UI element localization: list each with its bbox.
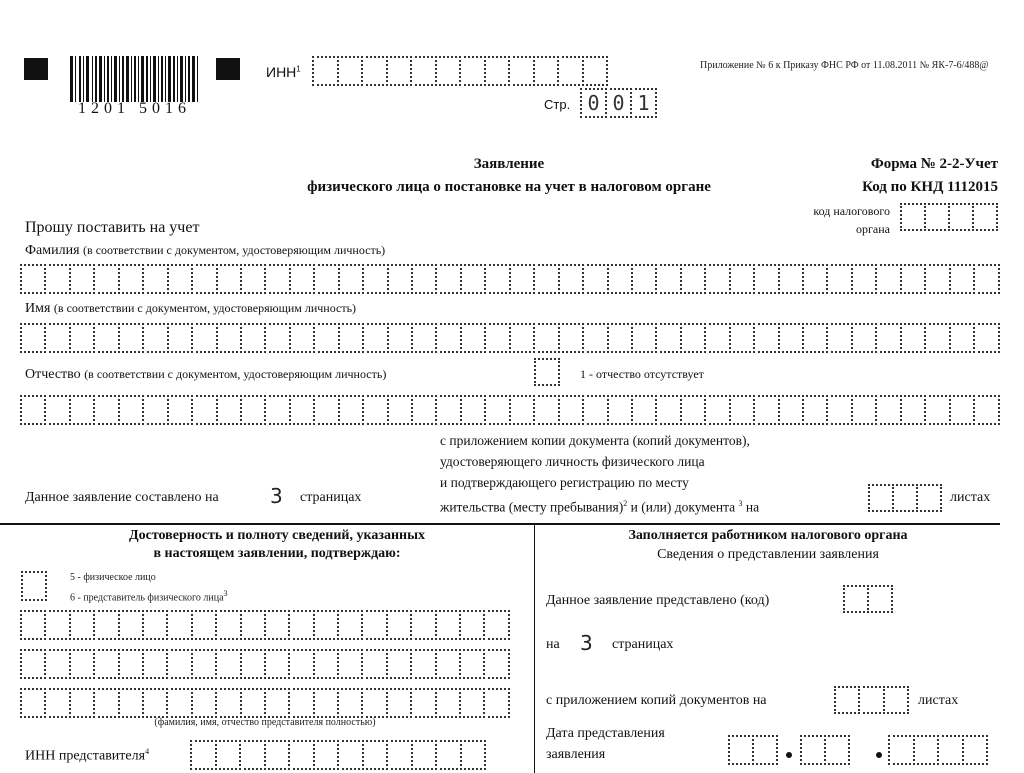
corner-marker-left — [24, 58, 48, 80]
input-cell[interactable] — [704, 264, 730, 294]
on-label: на — [546, 637, 560, 652]
input-cell[interactable] — [533, 56, 560, 86]
input-cell[interactable] — [191, 323, 217, 353]
input-cell[interactable] — [900, 395, 926, 425]
input-cell[interactable] — [802, 323, 828, 353]
attach-copies-label: с приложением копий документов на — [546, 693, 767, 708]
input-cell[interactable] — [240, 395, 266, 425]
input-cell[interactable] — [875, 264, 901, 294]
input-cell[interactable] — [631, 323, 657, 353]
right-sheets-label: листах — [918, 693, 959, 708]
input-cell[interactable] — [215, 610, 241, 640]
input-cell[interactable] — [411, 323, 437, 353]
input-cell[interactable] — [534, 358, 560, 386]
input-cell[interactable] — [778, 323, 804, 353]
input-cell[interactable] — [191, 649, 217, 679]
input-cell[interactable] — [93, 323, 119, 353]
name-label: Имя (в соответствии с документом, удостоверяющим личность) — [25, 301, 357, 316]
input-cell[interactable] — [191, 688, 217, 718]
input-cell[interactable] — [20, 395, 46, 425]
form-subtitle: физического лица о постановке на учет в налоговом органе — [307, 179, 711, 195]
confirm-heading-1: Достоверность и полноту сведений, указанных — [128, 528, 426, 543]
attach-sheets-cells[interactable] — [868, 484, 942, 512]
input-cell[interactable] — [607, 395, 633, 425]
input-cell[interactable] — [459, 56, 486, 86]
section-divider — [0, 523, 1000, 525]
input-cell[interactable] — [264, 264, 290, 294]
date-label: Дата представления заявления — [546, 726, 665, 762]
input-cell[interactable] — [843, 585, 869, 613]
input-cell[interactable] — [435, 56, 462, 86]
inn-rep-cells[interactable] — [190, 740, 486, 770]
surname-cells[interactable] — [20, 264, 1000, 294]
input-cell[interactable] — [337, 56, 364, 86]
input-cell[interactable] — [288, 610, 314, 640]
input-cell[interactable] — [166, 688, 192, 718]
input-cell[interactable] — [313, 649, 339, 679]
input-cell[interactable] — [484, 323, 510, 353]
input-cell[interactable] — [558, 264, 584, 294]
input-cell[interactable] — [362, 264, 388, 294]
input-cell[interactable] — [361, 56, 388, 86]
input-cell[interactable] — [851, 264, 877, 294]
input-cell[interactable] — [20, 610, 46, 640]
input-cell[interactable] — [704, 395, 730, 425]
input-cell[interactable] — [362, 740, 389, 770]
input-cell[interactable] — [167, 395, 193, 425]
input-cell[interactable] — [509, 264, 535, 294]
input-cell[interactable] — [949, 395, 975, 425]
annex-text: Приложение № 6 к Приказу ФНС РФ от 11.08.2011 № ЯК-7-6/488@ — [700, 60, 989, 71]
input-cell[interactable] — [361, 688, 387, 718]
input-cell[interactable] — [142, 610, 168, 640]
input-cell[interactable] — [900, 203, 926, 231]
input-cell[interactable] — [892, 484, 918, 512]
input-cell[interactable] — [69, 610, 95, 640]
input-cell[interactable] — [834, 686, 860, 714]
input-cell[interactable] — [824, 735, 850, 765]
input-cell[interactable] — [913, 735, 940, 765]
input-cell[interactable] — [729, 264, 755, 294]
form-number: Форма № 2-2-Учет — [870, 156, 998, 172]
knd-code: Код по КНД 1112015 — [862, 179, 998, 195]
rep-fio-row-3[interactable] — [20, 688, 510, 718]
input-cell[interactable] — [883, 686, 909, 714]
input-cell[interactable] — [142, 323, 168, 353]
input-cell[interactable] — [973, 395, 999, 425]
office-heading-2: Сведения о представлении заявления — [657, 547, 879, 562]
attach-text: с приложением копии документа (копий документов), удостоверяющего личность физического лица и подтверждающего регистрацию по месту жительства (месту пребывания)$^2$ и (или) документа $^3$ на — [440, 433, 760, 515]
input-cell[interactable] — [191, 264, 217, 294]
input-cell[interactable] — [142, 688, 168, 718]
input-cell[interactable] — [191, 610, 217, 640]
input-cell[interactable] — [459, 688, 485, 718]
input-cell[interactable] — [361, 610, 387, 640]
input-cell[interactable] — [215, 649, 241, 679]
input-cell[interactable] — [216, 264, 242, 294]
input-cell[interactable] — [313, 688, 339, 718]
input-cell[interactable] — [508, 56, 535, 86]
input-cell[interactable] — [69, 649, 95, 679]
date-day-cells[interactable] — [728, 735, 778, 765]
input-cell[interactable] — [386, 740, 413, 770]
input-cell[interactable] — [916, 484, 942, 512]
input-cell[interactable] — [166, 610, 192, 640]
request-text: Прошу поставить на учет — [25, 219, 200, 236]
date-year-cells[interactable] — [888, 735, 988, 765]
corner-marker-right — [216, 58, 240, 80]
input-cell[interactable] — [802, 264, 828, 294]
input-cell[interactable] — [826, 395, 852, 425]
input-cell[interactable] — [264, 610, 290, 640]
date-dot-1 — [786, 752, 792, 758]
tax-office-label: код налогового органа — [813, 204, 890, 236]
name-cells[interactable] — [20, 323, 1000, 353]
input-cell[interactable] — [118, 395, 144, 425]
input-cell[interactable] — [484, 264, 510, 294]
input-cell[interactable] — [459, 649, 485, 679]
patronymic-cells[interactable] — [20, 395, 1000, 425]
input-cell[interactable] — [93, 264, 119, 294]
signer-type-checkbox[interactable] — [21, 571, 47, 601]
input-cell[interactable] — [728, 735, 754, 765]
input-cell[interactable] — [21, 571, 47, 601]
input-cell[interactable] — [655, 395, 681, 425]
input-cell[interactable] — [972, 203, 998, 231]
date-month-cells[interactable] — [800, 735, 850, 765]
no-patronymic-text: 1 - отчество отсутствует — [580, 367, 704, 381]
page-cells — [580, 88, 658, 118]
input-cell[interactable] — [704, 323, 730, 353]
option-representative: 6 - представитель физического лица$^3$ — [70, 589, 228, 604]
input-cell[interactable] — [826, 264, 852, 294]
input-cell[interactable] — [361, 649, 387, 679]
input-cell[interactable] — [313, 323, 339, 353]
input-cell[interactable] — [240, 688, 266, 718]
input-cell[interactable] — [386, 649, 412, 679]
input-cell[interactable] — [924, 264, 950, 294]
input-cell[interactable] — [460, 323, 486, 353]
input-cell[interactable] — [313, 395, 339, 425]
input-cell[interactable] — [459, 610, 485, 640]
input-cell[interactable] — [20, 688, 46, 718]
input-cell[interactable] — [460, 264, 486, 294]
input-cell[interactable] — [680, 264, 706, 294]
input-cell[interactable] — [142, 264, 168, 294]
input-cell[interactable] — [937, 735, 964, 765]
input-cell[interactable] — [484, 395, 510, 425]
tax-office-cells[interactable] — [900, 203, 998, 231]
input-cell[interactable] — [753, 395, 779, 425]
sheets-label: листах — [950, 490, 991, 505]
attach-copies-cells[interactable] — [834, 686, 909, 714]
input-cell[interactable] — [778, 395, 804, 425]
input-cell[interactable] — [44, 610, 70, 640]
input-cell[interactable] — [753, 323, 779, 353]
input-cell[interactable] — [778, 264, 804, 294]
column-divider — [534, 524, 535, 773]
input-cell[interactable] — [900, 264, 926, 294]
input-cell[interactable] — [962, 735, 989, 765]
input-cell[interactable] — [533, 395, 559, 425]
input-cell[interactable] — [387, 395, 413, 425]
office-heading-1: Заполняется работником налогового органа — [628, 528, 908, 543]
no-patronymic-checkbox[interactable] — [534, 358, 560, 386]
input-cell[interactable] — [752, 735, 778, 765]
input-cell[interactable] — [973, 323, 999, 353]
input-cell[interactable] — [607, 264, 633, 294]
input-cell[interactable] — [337, 740, 364, 770]
input-cell[interactable] — [924, 323, 950, 353]
input-cell[interactable] — [386, 610, 412, 640]
barcode-icon — [70, 56, 200, 102]
input-cell[interactable] — [190, 740, 217, 770]
input-cell[interactable] — [239, 740, 266, 770]
input-cell[interactable] — [435, 264, 461, 294]
input-cell[interactable] — [875, 323, 901, 353]
input-cell[interactable] — [949, 264, 975, 294]
page-digit-3: 1 — [630, 88, 657, 118]
input-cell[interactable] — [435, 688, 461, 718]
submitted-code-cells[interactable] — [843, 585, 893, 613]
input-cell[interactable] — [20, 264, 46, 294]
input-cell[interactable] — [655, 264, 681, 294]
input-cell[interactable] — [483, 688, 509, 718]
input-cell[interactable] — [631, 264, 657, 294]
input-cell[interactable] — [118, 688, 144, 718]
input-cell[interactable] — [680, 323, 706, 353]
input-cell[interactable] — [167, 264, 193, 294]
input-cell[interactable] — [289, 264, 315, 294]
input-cell[interactable] — [142, 649, 168, 679]
rep-fio-row-2[interactable] — [20, 649, 510, 679]
input-cell[interactable] — [631, 395, 657, 425]
input-cell[interactable] — [460, 395, 486, 425]
input-cell[interactable] — [313, 264, 339, 294]
input-cell[interactable] — [888, 735, 915, 765]
input-cell[interactable] — [69, 395, 95, 425]
input-cell[interactable] — [337, 610, 363, 640]
input-cell[interactable] — [867, 585, 893, 613]
input-cell[interactable] — [118, 264, 144, 294]
input-cell[interactable] — [338, 264, 364, 294]
input-cell[interactable] — [924, 203, 950, 231]
input-cell[interactable] — [851, 323, 877, 353]
pages-value: 3 — [270, 484, 283, 508]
input-cell[interactable] — [44, 323, 70, 353]
input-cell[interactable] — [93, 688, 119, 718]
input-cell[interactable] — [858, 686, 884, 714]
input-cell[interactable] — [69, 323, 95, 353]
input-cell[interactable] — [948, 203, 974, 231]
page-digit-1: 0 — [580, 88, 607, 118]
input-cell[interactable] — [216, 395, 242, 425]
inn-label: ИНН$^1$ — [266, 64, 301, 80]
input-cell[interactable] — [264, 740, 291, 770]
input-cell[interactable] — [557, 56, 584, 86]
input-cell[interactable] — [483, 610, 509, 640]
input-cell[interactable] — [802, 395, 828, 425]
input-cell[interactable] — [142, 395, 168, 425]
input-cell[interactable] — [558, 323, 584, 353]
input-cell[interactable] — [338, 395, 364, 425]
input-cell[interactable] — [337, 688, 363, 718]
input-cell[interactable] — [435, 395, 461, 425]
input-cell[interactable] — [435, 649, 461, 679]
input-cell[interactable] — [410, 56, 437, 86]
input-cell[interactable] — [607, 323, 633, 353]
input-cell[interactable] — [44, 688, 70, 718]
input-cell[interactable] — [240, 264, 266, 294]
input-cell[interactable] — [362, 395, 388, 425]
input-cell[interactable] — [338, 323, 364, 353]
input-cell[interactable] — [69, 688, 95, 718]
date-dot-2 — [876, 752, 882, 758]
input-cell[interactable] — [264, 688, 290, 718]
input-cell[interactable] — [288, 740, 315, 770]
input-cell[interactable] — [582, 264, 608, 294]
page-digit-2: 0 — [605, 88, 632, 118]
input-cell[interactable] — [289, 323, 315, 353]
input-cell[interactable] — [264, 649, 290, 679]
input-cell[interactable] — [484, 56, 511, 86]
composed-suffix: страницах — [300, 490, 362, 505]
input-cell[interactable] — [166, 649, 192, 679]
input-cell[interactable] — [753, 264, 779, 294]
barcode-number: 1201 5016 — [78, 100, 191, 117]
page-label: Стр. — [544, 97, 571, 112]
input-cell[interactable] — [240, 649, 266, 679]
input-cell[interactable] — [216, 323, 242, 353]
input-cell[interactable] — [509, 323, 535, 353]
input-cell[interactable] — [533, 264, 559, 294]
input-cell[interactable] — [387, 323, 413, 353]
composed-prefix: Данное заявление составлено на — [25, 490, 219, 505]
input-cell[interactable] — [337, 649, 363, 679]
confirm-heading-2: в настоящем заявлении, подтверждаю: — [153, 546, 401, 561]
inn-cells[interactable] — [312, 56, 608, 86]
input-cell[interactable] — [875, 395, 901, 425]
input-cell[interactable] — [655, 323, 681, 353]
input-cell[interactable] — [868, 484, 894, 512]
right-pages-value: 3 — [580, 631, 593, 655]
input-cell[interactable] — [312, 56, 339, 86]
input-cell[interactable] — [411, 395, 437, 425]
patronymic-label: Отчество (в соответствии с документом, удостоверяющим личность) — [25, 367, 387, 382]
submitted-code-label: Данное заявление представлено (код) — [546, 593, 770, 608]
input-cell[interactable] — [191, 395, 217, 425]
input-cell[interactable] — [167, 323, 193, 353]
input-cell[interactable] — [410, 688, 436, 718]
input-cell[interactable] — [240, 323, 266, 353]
right-pages-label: страницах — [612, 637, 674, 652]
input-cell[interactable] — [215, 688, 241, 718]
input-cell[interactable] — [973, 264, 999, 294]
fio-caption: (фамилия, имя, отчество представителя полностью) — [154, 717, 376, 728]
input-cell[interactable] — [240, 610, 266, 640]
input-cell[interactable] — [411, 264, 437, 294]
input-cell[interactable] — [313, 610, 339, 640]
input-cell[interactable] — [582, 395, 608, 425]
input-cell[interactable] — [460, 740, 487, 770]
input-cell[interactable] — [118, 610, 144, 640]
input-cell[interactable] — [288, 688, 314, 718]
input-cell[interactable] — [93, 610, 119, 640]
input-cell[interactable] — [44, 395, 70, 425]
barcode — [70, 56, 200, 118]
rep-fio-row-1[interactable] — [20, 610, 510, 640]
input-cell[interactable] — [288, 649, 314, 679]
input-cell[interactable] — [44, 649, 70, 679]
input-cell[interactable] — [118, 323, 144, 353]
input-cell[interactable] — [20, 323, 46, 353]
input-cell[interactable] — [800, 735, 826, 765]
input-cell[interactable] — [729, 395, 755, 425]
input-cell[interactable] — [680, 395, 706, 425]
option-individual: 5 - физическое лицо — [70, 572, 156, 583]
input-cell[interactable] — [435, 610, 461, 640]
input-cell[interactable] — [900, 323, 926, 353]
surname-label: Фамилия (в соответствии с документом, удостоверяющим личность) — [25, 243, 386, 258]
inn-rep-label: ИНН представителя$^4$ — [25, 747, 150, 764]
input-cell[interactable] — [289, 395, 315, 425]
form-title: Заявление — [473, 156, 545, 172]
input-cell[interactable] — [558, 395, 584, 425]
input-cell[interactable] — [264, 323, 290, 353]
input-cell[interactable] — [410, 610, 436, 640]
input-cell[interactable] — [826, 323, 852, 353]
input-cell[interactable] — [435, 323, 461, 353]
input-cell[interactable] — [93, 649, 119, 679]
input-cell[interactable] — [20, 649, 46, 679]
input-cell[interactable] — [93, 395, 119, 425]
input-cell[interactable] — [69, 264, 95, 294]
input-cell[interactable] — [582, 56, 609, 86]
input-cell[interactable] — [729, 323, 755, 353]
input-cell[interactable] — [411, 740, 438, 770]
input-cell[interactable] — [386, 56, 413, 86]
input-cell[interactable] — [386, 688, 412, 718]
input-cell[interactable] — [410, 649, 436, 679]
input-cell[interactable] — [44, 264, 70, 294]
input-cell[interactable] — [118, 649, 144, 679]
input-cell[interactable] — [924, 395, 950, 425]
input-cell[interactable] — [949, 323, 975, 353]
input-cell[interactable] — [509, 395, 535, 425]
input-cell[interactable] — [387, 264, 413, 294]
input-cell[interactable] — [582, 323, 608, 353]
input-cell[interactable] — [215, 740, 242, 770]
input-cell[interactable] — [483, 649, 509, 679]
input-cell[interactable] — [851, 395, 877, 425]
input-cell[interactable] — [313, 740, 340, 770]
input-cell[interactable] — [533, 323, 559, 353]
input-cell[interactable] — [435, 740, 462, 770]
input-cell[interactable] — [264, 395, 290, 425]
input-cell[interactable] — [362, 323, 388, 353]
